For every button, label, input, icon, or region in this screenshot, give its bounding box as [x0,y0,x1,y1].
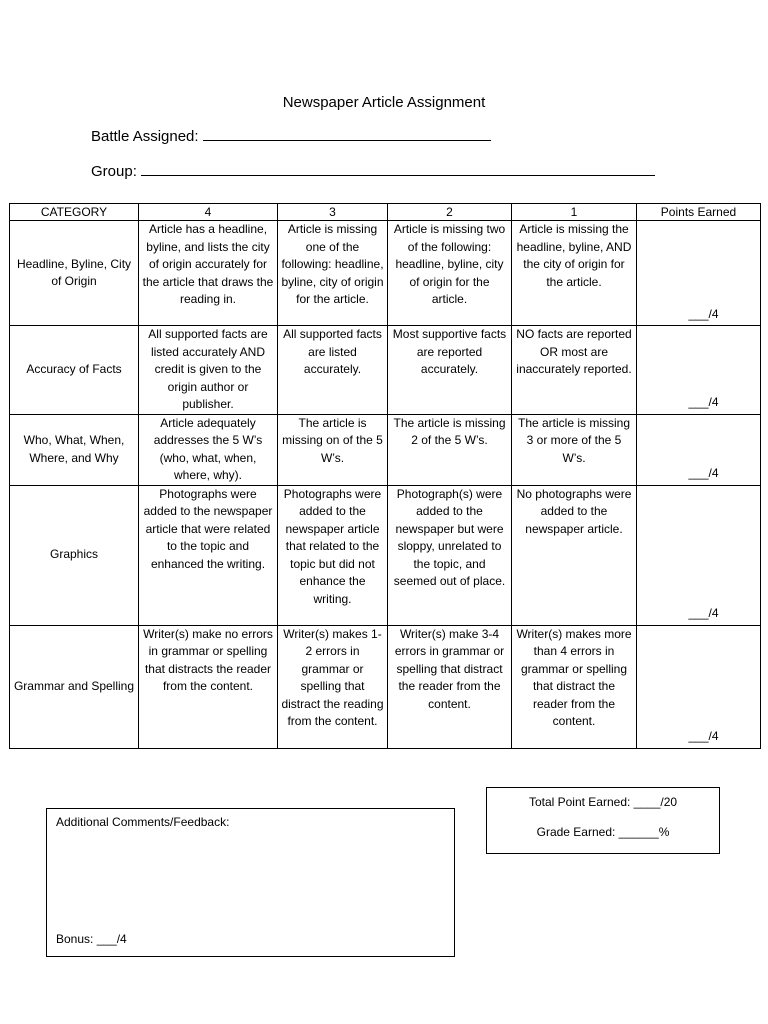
group-field[interactable] [91,163,655,180]
score-1-cell: The article is missing 3 or more of the 5 W’s. [512,414,637,485]
score-1-cell: NO facts are reported OR most are inaccurately reported. [512,326,637,415]
header-category: CATEGORY [10,204,139,221]
grade-earned[interactable]: Grade Earned: ______% [536,825,670,839]
header-score-1: 1 [512,204,637,221]
table-row [10,414,761,485]
points-earned-cell[interactable] [637,221,761,326]
score-1-cell: No photographs were added to the newspaper article. [512,485,637,625]
score-3-cell: Article is missing one of the following: headline, byline, city of origin for the article. [278,221,388,326]
group-label: Group: [91,163,137,180]
rubric-table [9,203,761,749]
points-earned-value: ___/4 [688,306,719,321]
table-row [10,326,761,415]
points-earned-cell[interactable] [637,326,761,415]
total-points-earned[interactable]: Total Point Earned: ____/20 [528,795,678,809]
score-2-cell: Photograph(s) were added to the newspaper but were sloppy, unrelated to the topic, and seemed out of place. [388,485,512,625]
score-2-cell: Most supportive facts are reported accurately. [388,326,512,415]
category-cell: Headline, Byline, City of Origin [10,221,139,326]
comments-box[interactable] [46,808,455,957]
totals-box [486,787,720,854]
score-4-cell: Article has a headline, byline, and lists the city of origin accurately for the article that draws the reading in. [139,221,278,326]
bonus-field[interactable]: Bonus: ___/4 [56,932,127,946]
points-earned-cell[interactable] [637,485,761,625]
category-cell: Accuracy of Facts [10,326,139,415]
points-earned-value: ___/4 [688,395,719,409]
header-score-3: 3 [278,204,388,221]
score-3-cell: All supported facts are listed accurately. [278,326,388,415]
table-header-row [10,204,761,221]
group-blank[interactable] [141,163,655,176]
battle-assigned-field[interactable] [91,128,491,145]
score-1-cell: Writer(s) makes more than 4 errors in grammar or spelling that distract the reader from the content. [512,625,637,748]
score-4-cell: Article adequately addresses the 5 W’s (who, what, when, where, why). [139,414,278,485]
header-score-4: 4 [139,204,278,221]
score-2-cell: Article is missing two of the following: headline, byline, city of origin for the article. [388,221,512,326]
table-row [10,485,761,625]
page-title: Newspaper Article Assignment [282,94,486,111]
points-earned-value: ___/4 [688,466,719,480]
category-cell: Grammar and Spelling [10,625,139,748]
score-4-cell: Photographs were added to the newspaper article that were related to the topic and enhanced the writing. [139,485,278,625]
score-4-cell: Writer(s) make no errors in grammar or spelling that distracts the reader from the content. [139,625,278,748]
points-earned-value: ___/4 [688,729,719,743]
battle-assigned-label: Battle Assigned: [91,128,199,145]
comments-label: Additional Comments/Feedback: [56,815,230,829]
score-3-cell: The article is missing on of the 5 W’s. [278,414,388,485]
points-earned-cell[interactable] [637,414,761,485]
table-row [10,221,761,326]
table-row [10,625,761,748]
score-4-cell: All supported facts are listed accurately AND credit is given to the origin author or publisher. [139,326,278,415]
score-2-cell: Writer(s) make 3-4 errors in grammar or spelling that distract the reader from the content. [388,625,512,748]
header-points-earned: Points Earned [637,204,761,221]
points-earned-cell[interactable] [637,625,761,748]
header-score-2: 2 [388,204,512,221]
score-3-cell: Writer(s) makes 1-2 errors in grammar or spelling that distract the reading from the content. [278,625,388,748]
score-2-cell: The article is missing 2 of the 5 W’s. [388,414,512,485]
category-cell: Who, What, When, Where, and Why [10,414,139,485]
battle-assigned-blank[interactable] [203,128,491,141]
score-1-cell: Article is missing the headline, byline, AND the city of origin for the article. [512,221,637,326]
score-3-cell: Photographs were added to the newspaper article that related to the topic but did not enhance the writing. [278,485,388,625]
category-cell: Graphics [10,485,139,625]
points-earned-value: ___/4 [688,606,719,620]
